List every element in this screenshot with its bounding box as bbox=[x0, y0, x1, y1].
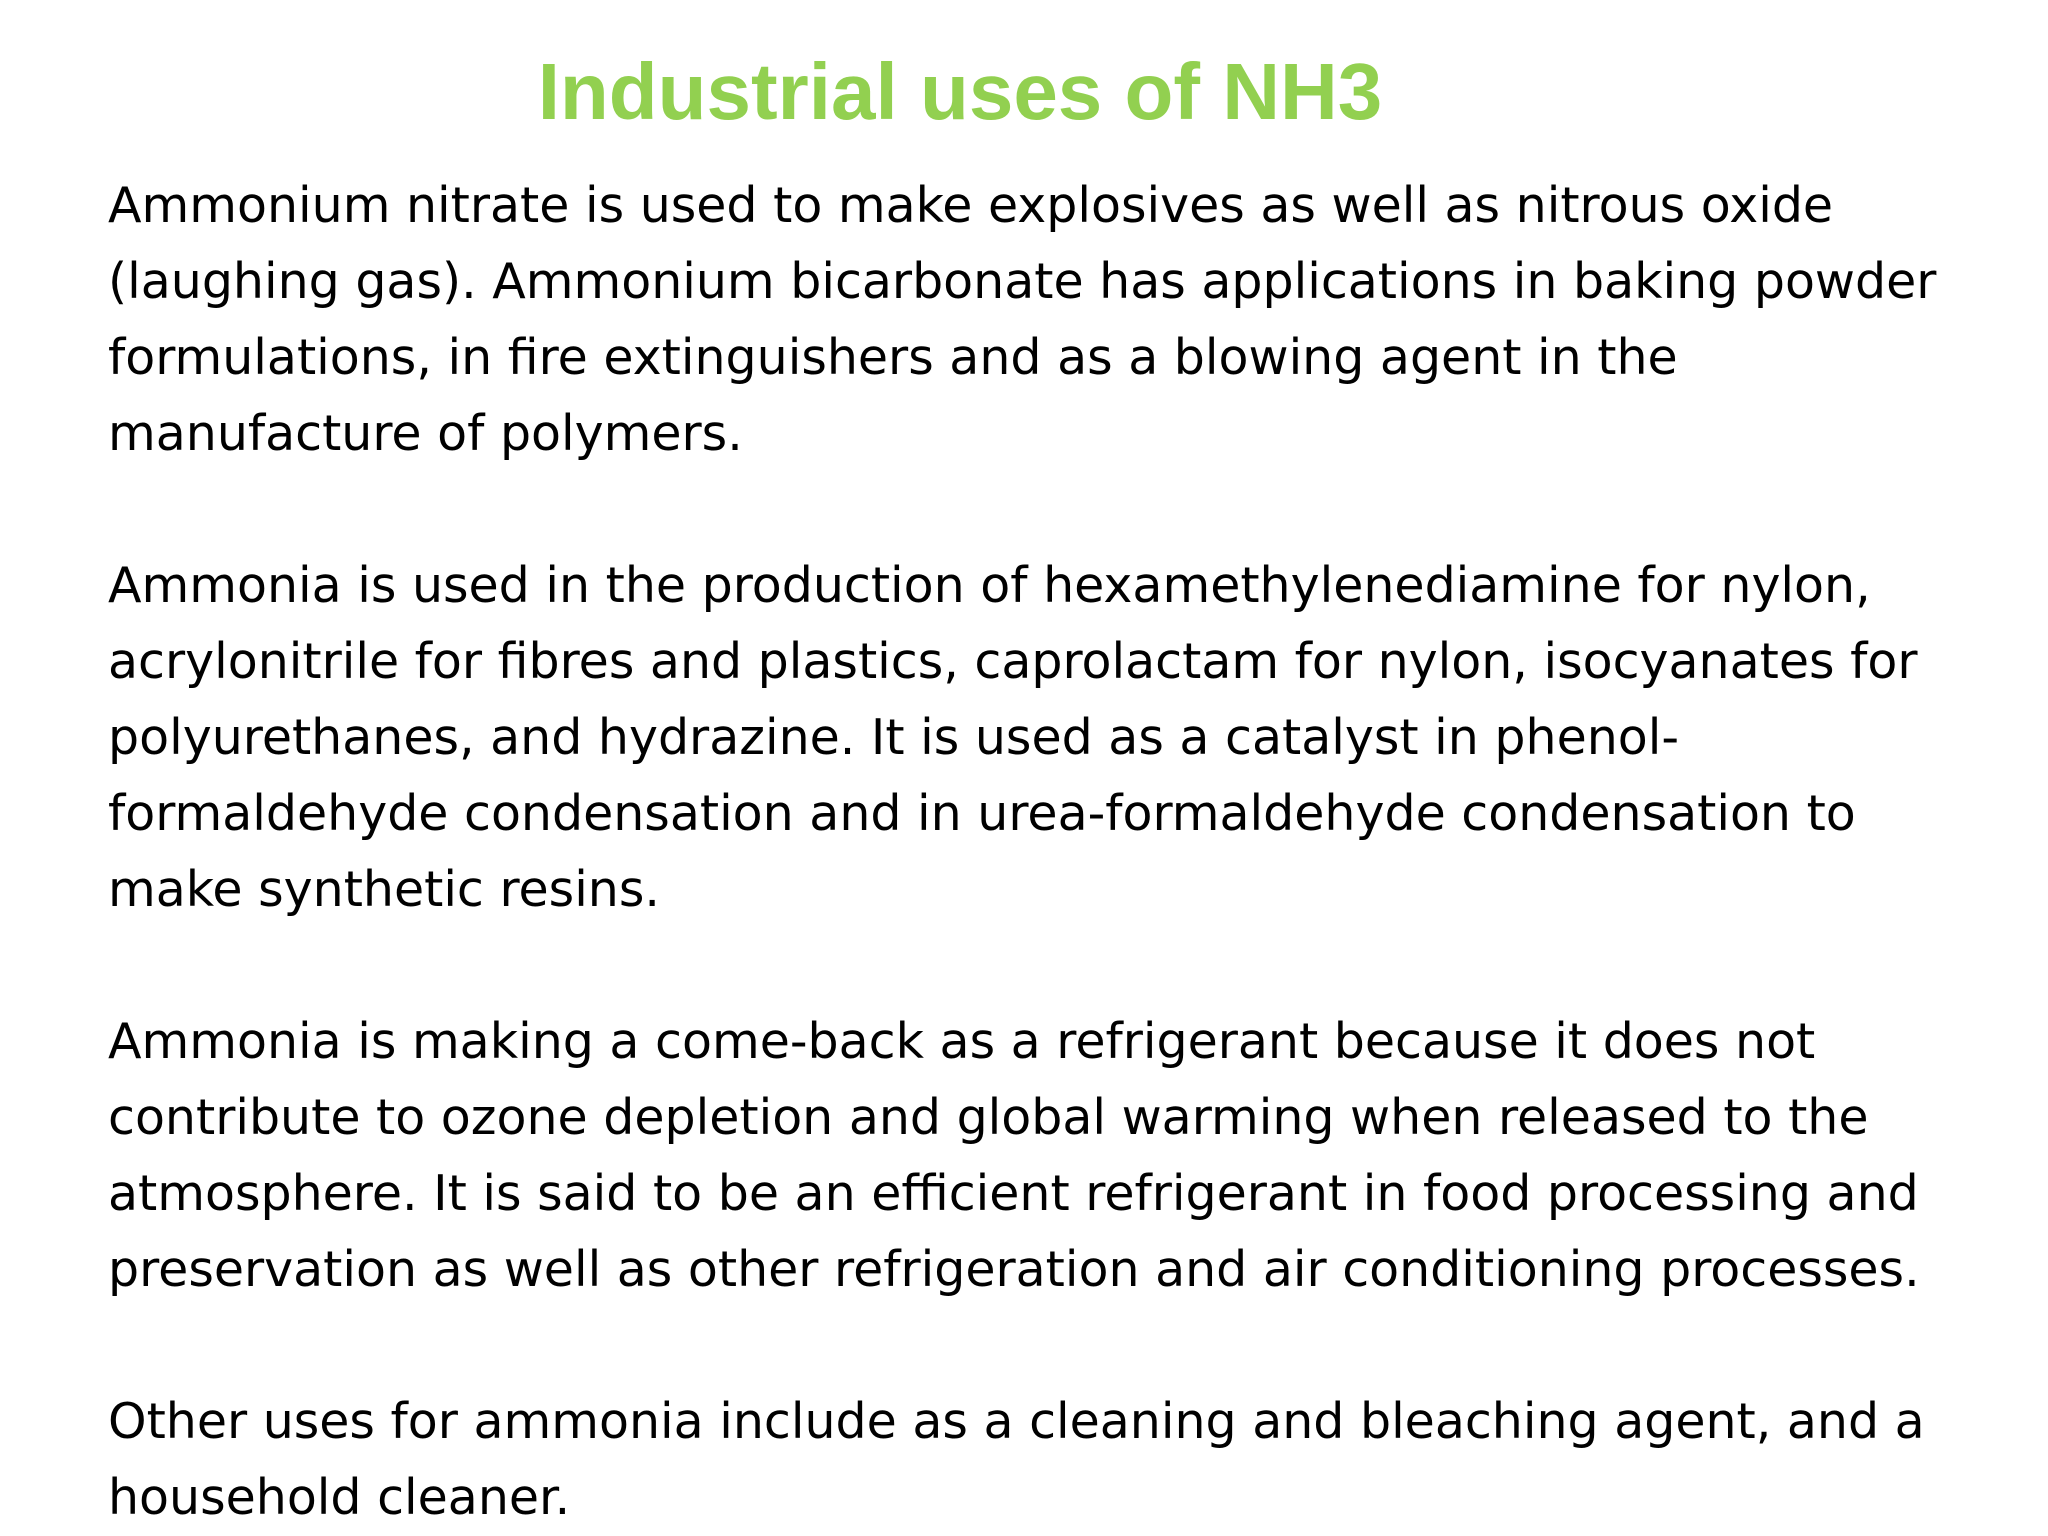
paragraph-line: Other uses for ammonia include as a cleaning and bleaching agent, and a bbox=[108, 1393, 1925, 1450]
paragraph-ammonium-uses bbox=[108, 168, 2008, 472]
paragraph-line: preservation as well as other refrigeration and air conditioning processes. bbox=[108, 1241, 1920, 1298]
paragraph-production-uses bbox=[108, 548, 2008, 928]
slide-body bbox=[108, 168, 2008, 1536]
paragraph-line: formaldehyde condensation and in urea-formaldehyde condensation to bbox=[108, 785, 1856, 842]
paragraph-line: household cleaner. bbox=[108, 1469, 571, 1526]
paragraph-line: Ammonium nitrate is used to make explosives as well as nitrous oxide bbox=[108, 177, 1834, 234]
paragraph-line: polyurethanes, and hydrazine. It is used as a catalyst in phenol- bbox=[108, 709, 1680, 766]
paragraph-line: (laughing gas). Ammonium bicarbonate has applications in baking powder bbox=[108, 253, 1937, 310]
paragraph-line: Ammonia is making a come-back as a refrigerant because it does not bbox=[108, 1013, 1816, 1070]
paragraph-line: Ammonia is used in the production of hexamethylenediamine for nylon, bbox=[108, 557, 1871, 614]
paragraph-line: formulations, in fire extinguishers and as a blowing agent in the bbox=[108, 329, 1678, 386]
paragraph-line: contribute to ozone depletion and global warming when released to the bbox=[108, 1089, 1869, 1146]
paragraph-line: make synthetic resins. bbox=[108, 861, 660, 918]
paragraph-line: acrylonitrile for fibres and plastics, caprolactam for nylon, isocyanates for bbox=[108, 633, 1918, 690]
paragraph-refrigerant bbox=[108, 1004, 2008, 1308]
paragraph-line: manufacture of polymers. bbox=[108, 405, 743, 462]
paragraph-other-uses bbox=[108, 1384, 2008, 1536]
slide-title: Industrial uses of NH3 bbox=[537, 47, 1383, 136]
paragraph-line: atmosphere. It is said to be an efficient refrigerant in food processing and bbox=[108, 1165, 1919, 1222]
